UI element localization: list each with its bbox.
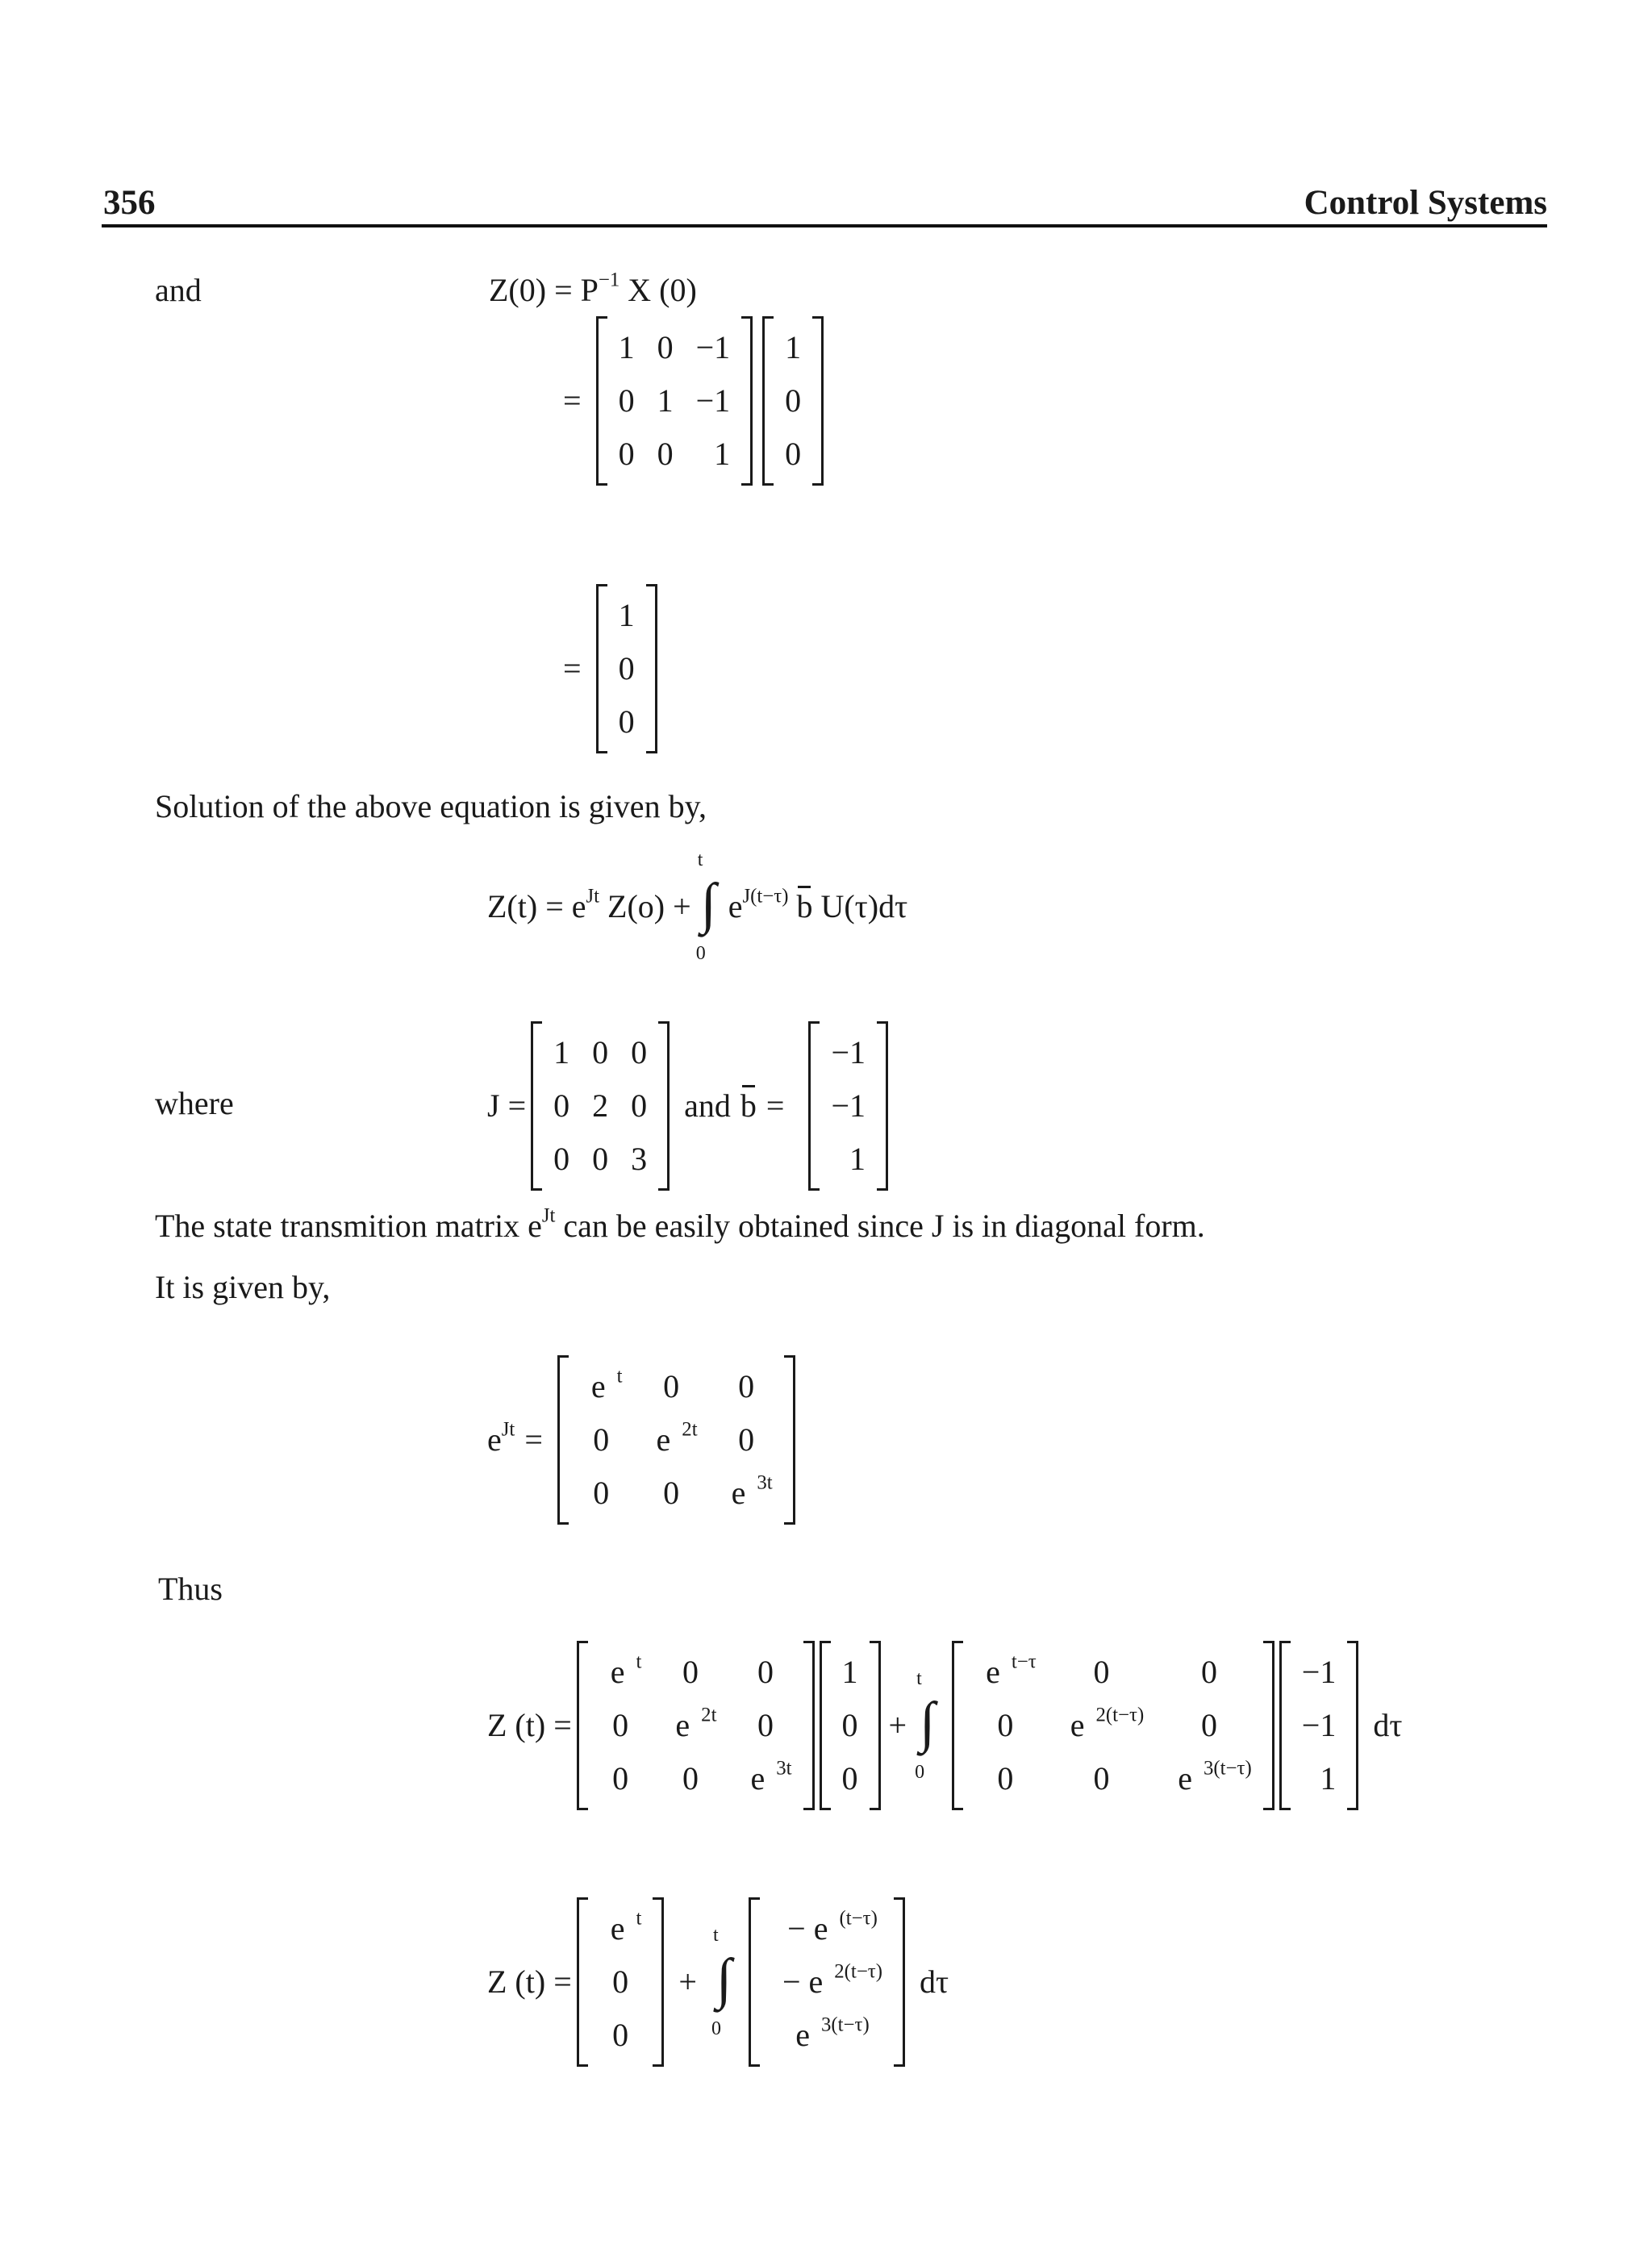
vector-cell: −1 [831,1087,866,1124]
vector-cell: − e $^{2(t-\tau)}$ [782,1960,883,2000]
matrix-cell: e $^{3(t-\tau)}$ [1178,1757,1252,1797]
vector-cell: 1 [618,597,635,633]
z0-def-base: Z(0) = P [489,272,599,308]
matrix-cell: 1 [618,329,635,365]
eJt-label: $e^{Jt}$ [487,1418,515,1458]
vector-cell: 0 [785,436,802,472]
vector-cell: − e $^{(t-\tau)}$ [787,1907,878,1947]
plus-sign: + [678,1963,697,2000]
label-where: where [155,1085,234,1121]
matrix-cell: e $^t$ [610,1650,642,1690]
p-inverse-matrix [596,316,753,486]
matrix-cell: 0 [757,1654,774,1690]
matrix-cell: 0 [553,1141,570,1177]
vector-cell: 0 [618,703,635,740]
zt-eJt-matrix [577,1641,815,1810]
matrix-cell: 0 [592,1034,609,1070]
j-matrix [531,1021,670,1191]
matrix-cell: 0 [663,1475,680,1511]
matrix-cell: 0 [657,436,674,472]
vector-cell: 1 [841,1654,858,1690]
z0-definition [489,269,697,308]
matrix-cell: 0 [618,436,635,472]
vector-cell: e $^t$ [610,1907,642,1947]
matrix-cell: 0 [738,1368,755,1404]
vector-cell: 0 [841,1707,858,1743]
equals-sign: = [563,650,582,686]
vector-cell: 1 [1320,1760,1337,1797]
zt-final-integrand-vector [749,1897,905,2067]
matrix-cell: 0 [997,1760,1014,1797]
matrix-cell: 1 [553,1034,570,1070]
zt-label: Z (t) = [487,1963,572,2000]
matrix-cell: 3 [631,1141,648,1177]
z0-result-vector [596,584,657,753]
matrix-cell: 0 [593,1475,610,1511]
header-rule [102,224,1547,227]
plus-sign: + [888,1707,907,1743]
matrix-cell: 2 [592,1087,609,1124]
solution-equation [487,850,907,963]
vector-cell: 0 [785,382,802,419]
matrix-cell: 0 [657,329,674,365]
z0-def-rest: X (0) [620,272,697,308]
vector-cell: e $^{3(t-\tau)}$ [795,2014,870,2053]
matrix-cell: −1 [695,329,731,365]
vector-cell: 0 [841,1760,858,1797]
matrix-cell: e $^{2t}$ [656,1418,698,1458]
equals-sign: = [524,1421,543,1458]
matrix-cell: 0 [663,1368,680,1404]
sol-lhs: $Z(t) = e^{Jt}$ Z(o) + [487,885,691,924]
matrix-cell: 0 [997,1707,1014,1743]
matrix-cell: 0 [682,1760,699,1797]
j-b-definition [487,1021,893,1191]
b-label: b [740,1087,757,1124]
zt-b-vector [1279,1641,1359,1810]
p-inverse-product [553,316,828,486]
matrix-cell: 0 [592,1141,609,1177]
z0-result [553,584,662,753]
matrix-cell: 1 [714,436,731,472]
vector-cell: 1 [849,1141,866,1177]
matrix-cell: 1 [657,382,674,419]
vector-cell: 0 [618,650,635,686]
matrix-cell: 0 [553,1087,570,1124]
matrix-cell: 0 [1201,1654,1217,1690]
matrix-cell: 0 [612,1707,629,1743]
matrix-cell: −1 [695,382,731,419]
stm-sentence: The state transmition matrix $e^{Jt}$ can be easily obtained since J is in diagonal form. [155,1204,1205,1244]
matrix-cell: e $^{3t}$ [731,1471,773,1511]
matrix-cell: 0 [757,1707,774,1743]
matrix-cell: 0 [682,1654,699,1690]
vector-cell: −1 [1301,1707,1337,1743]
matrix-cell: e $^{t-\tau}$ [986,1650,1037,1690]
matrix-cell: 0 [738,1421,755,1458]
integral-icon: t ∫ 0 [695,849,716,964]
matrix-cell: e $^t$ [590,1365,623,1404]
j-label: J = [487,1087,527,1124]
equals-sign: = [766,1087,785,1124]
matrix-cell: e $^{3t}$ [750,1757,792,1797]
matrix-cell: 0 [1093,1760,1110,1797]
vector-cell: −1 [831,1034,866,1070]
zt-final [487,1897,958,2067]
running-title: Control Systems [1304,184,1547,222]
vector-cell: 0 [612,2017,629,2053]
given-by-sentence: It is given by, [155,1269,331,1305]
matrix-cell: 0 [631,1087,648,1124]
matrix-cell: 0 [593,1421,610,1458]
and-inline: and [684,1087,731,1124]
vector-cell: 1 [785,329,802,365]
dtau: dτ [920,1963,949,2000]
label-and: and [155,272,202,308]
b-vector [808,1021,888,1191]
matrix-cell: 0 [618,382,635,419]
zt-integrand-matrix [952,1641,1274,1810]
zt-expansion [487,1641,1412,1810]
matrix-cell: 0 [631,1034,648,1070]
matrix-cell: 0 [1093,1654,1110,1690]
sol-integrand: $e^{J(t-\tau)}$ b U(τ)dτ [728,885,908,924]
eJt-matrix [557,1355,795,1525]
matrix-cell: 0 [612,1760,629,1797]
matrix-cell: e $^{2t}$ [675,1704,717,1743]
vector-cell: −1 [1301,1654,1337,1690]
page-number: 356 [103,184,156,222]
solution-sentence: Solution of the above equation is given by, [155,788,707,824]
zt-final-first-vector [577,1897,665,2067]
equals-sign: = [563,382,582,419]
vector-cell: 0 [612,1963,629,2000]
z0-def-sup: −1 [598,269,620,291]
zt-label: Z (t) = [487,1707,572,1743]
matrix-cell: e $^{2(t-\tau)}$ [1070,1704,1145,1743]
label-thus: Thus [158,1571,223,1607]
matrix-cell: 0 [1201,1707,1217,1743]
dtau: dτ [1373,1707,1403,1743]
integral-icon: t ∫ 0 [915,1668,936,1783]
zt-x0-vector [820,1641,881,1810]
eJt-equation [487,1355,800,1525]
integral-icon: t ∫ 0 [711,1925,732,2039]
x0-vector [762,316,824,486]
